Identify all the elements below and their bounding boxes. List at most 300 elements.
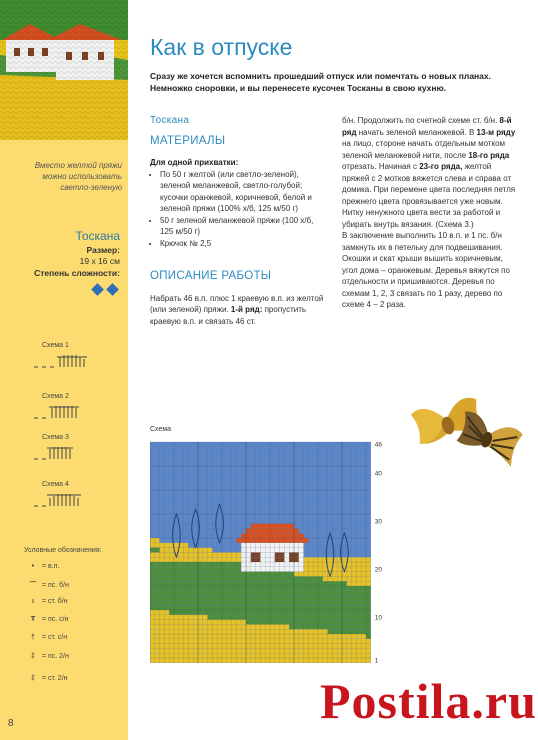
chart-cell xyxy=(265,461,270,466)
chart-cell xyxy=(289,500,294,505)
chart-cell xyxy=(203,504,208,509)
chart-cell xyxy=(208,624,213,629)
chart-cell xyxy=(275,442,280,447)
chart-cell xyxy=(203,480,208,485)
chart-cell xyxy=(328,552,333,557)
chart-cell xyxy=(251,605,256,610)
chart-cell xyxy=(203,552,208,557)
chart-cell xyxy=(323,605,328,610)
chart-cell xyxy=(342,461,347,466)
chart-cell xyxy=(260,576,265,581)
chart-cell xyxy=(208,648,213,653)
chart-cell xyxy=(184,528,189,533)
chart-cell xyxy=(150,471,155,476)
chart-cell xyxy=(366,658,371,663)
chart-cell xyxy=(174,533,179,538)
scheme-3-diagram xyxy=(30,444,100,462)
chart-cell xyxy=(236,447,241,452)
chart-cell xyxy=(313,480,318,485)
chart-cell xyxy=(299,572,304,577)
chart-cell xyxy=(289,596,294,601)
chart-cell xyxy=(270,581,275,586)
chart-cell xyxy=(236,519,241,524)
chart-cell xyxy=(222,543,227,548)
chart-cell xyxy=(203,485,208,490)
chart-cell xyxy=(155,648,160,653)
chart-cell xyxy=(155,658,160,663)
chart-cell xyxy=(275,639,280,644)
chart-cell xyxy=(198,624,203,629)
chart-cell xyxy=(299,476,304,481)
chart-cell xyxy=(342,557,347,562)
chart-cell xyxy=(174,476,179,481)
chart-cell xyxy=(289,480,294,485)
chart-cell xyxy=(188,466,193,471)
chart-cell xyxy=(332,528,337,533)
chart-cell xyxy=(318,644,323,649)
chart-cell xyxy=(308,576,313,581)
chart-cell xyxy=(150,538,155,543)
chart-cell xyxy=(294,476,299,481)
chart-cell xyxy=(184,586,189,591)
chart-cell xyxy=(323,528,328,533)
chart-cell xyxy=(275,557,280,562)
chart-cell xyxy=(198,456,203,461)
chart-cell xyxy=(256,509,261,514)
chart-cell xyxy=(318,495,323,500)
chart-cell xyxy=(337,572,342,577)
chart-cell xyxy=(193,658,198,663)
chart-cell xyxy=(284,466,289,471)
chart-cell xyxy=(284,514,289,519)
chart-cell xyxy=(323,485,328,490)
chart-cell xyxy=(208,514,213,519)
chart-cell xyxy=(246,480,251,485)
chart-cell xyxy=(270,528,275,533)
chart-cell xyxy=(299,567,304,572)
chart-cell xyxy=(251,461,256,466)
chart-cell xyxy=(265,581,270,586)
chart-cell xyxy=(308,620,313,625)
chart-cell xyxy=(222,524,227,529)
chart-cell xyxy=(313,452,318,457)
chart-cell xyxy=(280,471,285,476)
chart-cell xyxy=(366,471,371,476)
chart-cell xyxy=(188,480,193,485)
chart-cell xyxy=(356,581,361,586)
chart-cell xyxy=(256,567,261,572)
chart-cell xyxy=(198,576,203,581)
chart-cell xyxy=(236,562,241,567)
chart-cell xyxy=(352,514,357,519)
chart-cell xyxy=(217,514,222,519)
chart-cell xyxy=(289,552,294,557)
chart-cell xyxy=(313,639,318,644)
chart-cell xyxy=(275,456,280,461)
chart-cell xyxy=(155,653,160,658)
chart-cell xyxy=(212,552,217,557)
chart-cell xyxy=(160,653,165,658)
chart-cell xyxy=(246,543,251,548)
chart-cell xyxy=(265,476,270,481)
chart-cell xyxy=(184,552,189,557)
chart-cell xyxy=(275,504,280,509)
chart-cell xyxy=(347,533,352,538)
chart-cell xyxy=(308,634,313,639)
chart-cell xyxy=(208,452,213,457)
chart-cell xyxy=(169,480,174,485)
chart-cell xyxy=(251,495,256,500)
chart-cell xyxy=(256,533,261,538)
chart-cell xyxy=(342,495,347,500)
chart-cell xyxy=(184,519,189,524)
chart-cell xyxy=(313,533,318,538)
chart-cell xyxy=(179,615,184,620)
chart-cell xyxy=(193,624,198,629)
chart-cell xyxy=(347,490,352,495)
chart-cell xyxy=(169,620,174,625)
chart-cell xyxy=(347,500,352,505)
chart-cell xyxy=(227,490,232,495)
chart-cell xyxy=(179,466,184,471)
chart-cell xyxy=(328,447,333,452)
chart-cell xyxy=(294,576,299,581)
chart-cell xyxy=(361,528,366,533)
chart-cell xyxy=(275,586,280,591)
chart-cell xyxy=(193,447,198,452)
chart-cell xyxy=(227,581,232,586)
chart-cell xyxy=(260,591,265,596)
chart-cell xyxy=(294,442,299,447)
column-right xyxy=(342,115,518,311)
chart-cell xyxy=(280,485,285,490)
chart-cell xyxy=(155,596,160,601)
chart-cell xyxy=(164,605,169,610)
chart-cell xyxy=(160,480,165,485)
chart-cell xyxy=(217,490,222,495)
chart-cell xyxy=(294,509,299,514)
chart-cell xyxy=(251,629,256,634)
chart-cell xyxy=(356,610,361,615)
chart-cell xyxy=(361,639,366,644)
chart-cell xyxy=(265,620,270,625)
chart-cell xyxy=(174,567,179,572)
chart-cell xyxy=(203,471,208,476)
chart-cell xyxy=(188,644,193,649)
chart-cell xyxy=(318,581,323,586)
chart-cell xyxy=(275,471,280,476)
intro-text: Сразу же хочется вспомнить прошедший отпуск или помечтать о новых планах. Немножко сноровки, и вы перенесете кусочек Тосканы в свою кухню. xyxy=(150,71,491,93)
chart-cell xyxy=(275,476,280,481)
chart-cell xyxy=(356,562,361,567)
chart-cell xyxy=(203,466,208,471)
chart-cell xyxy=(356,591,361,596)
chart-cell xyxy=(280,624,285,629)
chart-cell xyxy=(241,456,246,461)
chart-cell xyxy=(203,586,208,591)
chart-cell xyxy=(251,490,256,495)
chart-cell xyxy=(332,586,337,591)
chart-cell xyxy=(222,567,227,572)
chart-cell xyxy=(361,500,366,505)
chart-cell xyxy=(308,456,313,461)
chart-cell xyxy=(332,591,337,596)
chart-cell xyxy=(318,480,323,485)
chart-cell xyxy=(150,629,155,634)
chart-cell xyxy=(227,471,232,476)
chart-cell xyxy=(299,504,304,509)
chart-cell xyxy=(169,591,174,596)
chart-cell xyxy=(356,572,361,577)
chart-cell xyxy=(198,552,203,557)
chart-cell xyxy=(251,519,256,524)
chart-cell xyxy=(164,615,169,620)
chart-cell xyxy=(198,504,203,509)
chart-cell xyxy=(179,480,184,485)
chart-cell xyxy=(337,581,342,586)
chart-cell xyxy=(179,509,184,514)
chart-cell xyxy=(241,634,246,639)
chart-cell xyxy=(203,442,208,447)
chart-cell xyxy=(366,447,371,452)
chart-cell xyxy=(208,562,213,567)
chart-cell xyxy=(299,658,304,663)
chart-cell xyxy=(169,514,174,519)
chart-cell xyxy=(332,648,337,653)
chart-cell xyxy=(188,591,193,596)
product-photo xyxy=(0,0,128,140)
chart-cell xyxy=(308,639,313,644)
chart-cell xyxy=(294,490,299,495)
chart-cell xyxy=(361,538,366,543)
chart-cell xyxy=(313,456,318,461)
chart-cell xyxy=(352,485,357,490)
chart-cell xyxy=(241,615,246,620)
chart-cell xyxy=(294,644,299,649)
chart-cell xyxy=(356,461,361,466)
chart-cell xyxy=(318,634,323,639)
chart-cell xyxy=(193,452,198,457)
chart-cell xyxy=(174,466,179,471)
chart-cell xyxy=(179,504,184,509)
chart-cell xyxy=(342,471,347,476)
chart-cell xyxy=(356,629,361,634)
chart-cell xyxy=(328,495,333,500)
chart-cell xyxy=(289,653,294,658)
chart-cell xyxy=(198,591,203,596)
chart-cell xyxy=(332,533,337,538)
chart-cell xyxy=(251,644,256,649)
chart-cell xyxy=(323,490,328,495)
chart-cell xyxy=(366,605,371,610)
chart-cell xyxy=(208,447,213,452)
chart-cell xyxy=(361,629,366,634)
chart-cell xyxy=(251,543,256,548)
chart-cell xyxy=(347,600,352,605)
chart-cell xyxy=(337,509,342,514)
chart-cell xyxy=(275,653,280,658)
chart-cell xyxy=(284,596,289,601)
scheme-4-diagram xyxy=(30,491,100,509)
chart-cell xyxy=(352,639,357,644)
chart-cell xyxy=(275,538,280,543)
chart-cell xyxy=(280,524,285,529)
chart-cell xyxy=(208,533,213,538)
chart-cell xyxy=(155,500,160,505)
chart-cell xyxy=(304,629,309,634)
chart-cell xyxy=(361,456,366,461)
chart-cell xyxy=(352,605,357,610)
chart-cell xyxy=(222,490,227,495)
chart-cell xyxy=(256,548,261,553)
chart-cell xyxy=(193,480,198,485)
chart-cell xyxy=(337,648,342,653)
chart-cell xyxy=(299,644,304,649)
chart-cell xyxy=(361,447,366,452)
chart-cell xyxy=(299,471,304,476)
chart-cell xyxy=(203,538,208,543)
chart-cell xyxy=(174,543,179,548)
chart-cell xyxy=(212,615,217,620)
chart-cell xyxy=(270,624,275,629)
chart-cell xyxy=(270,442,275,447)
chart-cell xyxy=(260,533,265,538)
chart-cell xyxy=(164,456,169,461)
chart-cell xyxy=(328,581,333,586)
chart-cell xyxy=(174,576,179,581)
chart-cell xyxy=(361,615,366,620)
chart-cell xyxy=(304,514,309,519)
chart-cell xyxy=(236,509,241,514)
chart-cell xyxy=(232,490,237,495)
chart-cell xyxy=(289,461,294,466)
chart-cell xyxy=(294,514,299,519)
chart-cell xyxy=(294,504,299,509)
chart-cell xyxy=(260,490,265,495)
chart-cell xyxy=(212,572,217,577)
chart-cell xyxy=(246,514,251,519)
chart-cell xyxy=(352,528,357,533)
chart-cell xyxy=(366,456,371,461)
chart-cell xyxy=(217,567,222,572)
chart-cell xyxy=(328,442,333,447)
chart-cell xyxy=(251,447,256,452)
chart-cell xyxy=(188,639,193,644)
chart-cell xyxy=(179,567,184,572)
chart-cell xyxy=(208,615,213,620)
chart-cell xyxy=(356,456,361,461)
chart-cell xyxy=(323,452,328,457)
chart-cell xyxy=(356,533,361,538)
chart-cell xyxy=(198,471,203,476)
chart-cell xyxy=(212,586,217,591)
chart-cell xyxy=(227,629,232,634)
chart-cell xyxy=(289,572,294,577)
chart-cell xyxy=(227,447,232,452)
chart-cell xyxy=(188,586,193,591)
chart-cell xyxy=(366,519,371,524)
chart-cell xyxy=(356,639,361,644)
chart-cell xyxy=(188,543,193,548)
chart-cell xyxy=(332,552,337,557)
chart-cell xyxy=(193,552,198,557)
chart-cell xyxy=(313,466,318,471)
chart-cell xyxy=(361,591,366,596)
chart-cell xyxy=(275,495,280,500)
chart-cell xyxy=(294,620,299,625)
chart-cell xyxy=(217,605,222,610)
chart-cell xyxy=(236,567,241,572)
chart-cell xyxy=(236,514,241,519)
chart-cell xyxy=(256,500,261,505)
chart-cell xyxy=(304,624,309,629)
chart-cell xyxy=(299,610,304,615)
chart-cell xyxy=(284,442,289,447)
chart-cell xyxy=(188,658,193,663)
chart-cell xyxy=(294,538,299,543)
chart-cell xyxy=(289,476,294,481)
chart-cell xyxy=(246,591,251,596)
chart-cell xyxy=(352,500,357,505)
chart-cell xyxy=(347,653,352,658)
chart-cell xyxy=(265,490,270,495)
chart-cell xyxy=(308,466,313,471)
chart-cell xyxy=(179,500,184,505)
chart-cell xyxy=(179,591,184,596)
chart-cell xyxy=(227,495,232,500)
chart-cell xyxy=(184,524,189,529)
chart-cell xyxy=(328,615,333,620)
chart-cell xyxy=(227,624,232,629)
chart-cell xyxy=(347,471,352,476)
chart-cell xyxy=(232,519,237,524)
chart-cell xyxy=(280,620,285,625)
chart-cell xyxy=(366,466,371,471)
chart-cell xyxy=(304,620,309,625)
chart-cell xyxy=(342,490,347,495)
chart-cell xyxy=(184,447,189,452)
chart-cell xyxy=(299,562,304,567)
chart-cell xyxy=(150,548,155,553)
chart-cell xyxy=(265,519,270,524)
chart-cell xyxy=(212,500,217,505)
chart-cell xyxy=(342,620,347,625)
chart-cell xyxy=(227,442,232,447)
chart-cell xyxy=(188,653,193,658)
chart-cell xyxy=(332,480,337,485)
chart-cell xyxy=(150,480,155,485)
chart-cell xyxy=(160,620,165,625)
chart-cell xyxy=(169,466,174,471)
chart-cell xyxy=(304,581,309,586)
chart-cell xyxy=(179,456,184,461)
chart-cell xyxy=(294,461,299,466)
chart-cell xyxy=(241,572,246,577)
chart-cell xyxy=(352,466,357,471)
chart-label: Схема xyxy=(150,426,172,433)
chart-cell xyxy=(275,600,280,605)
chart-cell xyxy=(212,538,217,543)
materials-for: Для одной прихватки: xyxy=(150,158,239,167)
chart-cell xyxy=(203,562,208,567)
chart-cell xyxy=(275,605,280,610)
chart-cell xyxy=(203,528,208,533)
chart-cell xyxy=(347,615,352,620)
chart-cell xyxy=(174,442,179,447)
chart-cell xyxy=(265,480,270,485)
chart-cell xyxy=(308,557,313,562)
chart-cell xyxy=(318,476,323,481)
